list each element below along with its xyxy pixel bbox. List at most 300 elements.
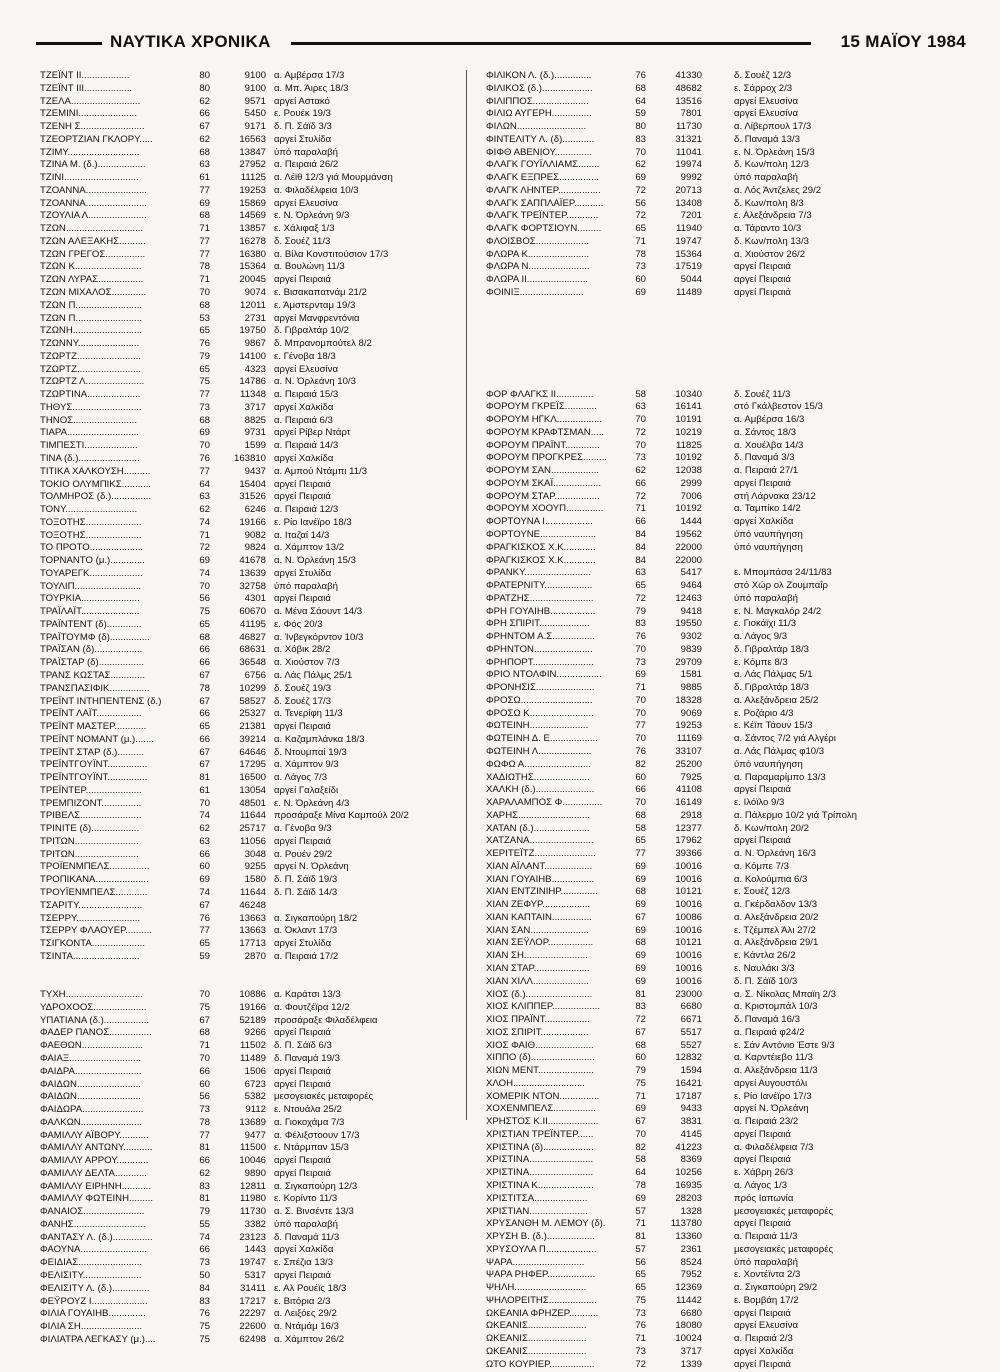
- build-year: 70: [199, 440, 210, 452]
- ship-name: ΦΛΑΓΚ ΓΟΥΪΛΛΙΑΜΣ........: [486, 159, 600, 171]
- build-year: 62: [199, 504, 210, 516]
- ship-name: ΧΙΠΠΟ (δ)........................: [486, 1052, 595, 1064]
- build-year: 56: [635, 197, 646, 209]
- ship-status: α. Σ. Νίκολας Μπαϊη 2/3: [734, 988, 837, 1000]
- ship-name: ΤΖΩΝ ΛΥΡΑΣ.................: [40, 274, 144, 286]
- ship-name: ΧΡΙΣΤΙΑΝ......................: [486, 1205, 588, 1217]
- ship-entry-row: [40, 1334, 440, 1347]
- ship-name: ΦΙΛΙΚΟΝ Λ. (δ.)..............: [486, 70, 592, 81]
- ship-name: ΦΡΙΟ ΝΤΟΛΦΙΝ.................: [486, 669, 602, 681]
- build-year: 62: [635, 465, 646, 477]
- ship-entry-row: [486, 198, 916, 211]
- build-year: 69: [635, 669, 646, 681]
- ship-entry-row: [486, 70, 916, 83]
- tonnage: 20045: [239, 274, 266, 286]
- build-year: 58: [635, 388, 646, 400]
- ship-name: ΤΖΩΡΤΖ........................: [40, 363, 141, 375]
- build-year: 69: [635, 924, 646, 936]
- ship-entry-row: [486, 427, 916, 440]
- ship-name: ΦΡΟΣΩ...........................: [486, 694, 593, 706]
- ship-status: α. Λίβερπουλ 17/3: [734, 121, 812, 133]
- build-year: 77: [199, 389, 210, 401]
- ship-name: ΤΙΜΠΕΣΤΙ....................: [40, 440, 138, 452]
- tonnage: 46827: [239, 631, 266, 643]
- build-year: 78: [635, 1180, 646, 1192]
- ship-entry-row: [40, 198, 440, 211]
- tonnage: 13663: [239, 925, 266, 937]
- ship-status: α. Κόμπε 7/3: [734, 860, 789, 872]
- build-year: 65: [635, 835, 646, 847]
- ship-entry-row: [486, 542, 916, 555]
- ship-entry-row: [40, 1181, 440, 1194]
- tonnage: 13516: [675, 95, 702, 107]
- ship-status: α. Πειραιά 11/3: [734, 1231, 798, 1243]
- ship-entry-row: [40, 657, 440, 670]
- ship-name: ΦΑΙΔΩΝ........................: [40, 1091, 141, 1103]
- build-year: 72: [635, 184, 646, 196]
- ship-entry-row: [40, 951, 440, 964]
- tonnage: 13639: [239, 567, 266, 579]
- tonnage: 5417: [680, 567, 702, 579]
- ship-status: ε. Κέϊπ Τάουν 15/3: [734, 720, 813, 732]
- build-year: 66: [199, 1155, 210, 1167]
- ship-entry-row: [40, 683, 440, 696]
- ship-name: ΥΔΡΟΧΟΟΣ....................: [40, 1001, 147, 1013]
- ship-name: ΦΩΦΩ Α.........................: [486, 758, 591, 770]
- ship-name: ΧΙΩΝ ΜΕΝΤ.....................: [486, 1065, 594, 1077]
- ship-entry-row: [486, 287, 916, 300]
- ship-name: ΦΛΑΓΚ ΣΑΠΠΛΑΪΕΡ...........: [486, 197, 604, 209]
- build-year: 74: [199, 1231, 210, 1243]
- ship-status: αργεί Πειραιά: [734, 477, 791, 489]
- build-year: 79: [635, 605, 646, 617]
- build-year: 68: [199, 210, 210, 222]
- tonnage: 16935: [675, 1180, 702, 1192]
- build-year: 66: [199, 108, 210, 120]
- ship-entry-row: [486, 555, 916, 568]
- ship-status: ε. Ρουέκ 19/3: [274, 108, 332, 120]
- ship-entry-row: [40, 261, 440, 274]
- ship-name: ΤΖΩΝ ΓΡΕΓΟΣ...............: [40, 248, 146, 260]
- ship-name: ΤΖΟΑΝΝΑ.......................: [40, 184, 147, 196]
- ship-entry-row: [486, 1129, 916, 1142]
- ship-status: α. Σιγκαπούρη 18/2: [274, 912, 358, 924]
- ship-name: ΧΡΥΣΑΝΘΗ Μ. ΛΕΜΟΥ (δ).: [486, 1218, 606, 1230]
- ship-name: ΧΙΟΣ ΠΡΑΪΝΤ.................: [486, 1014, 590, 1026]
- build-year: 68: [635, 82, 646, 94]
- ship-status: α. Φιλαδέλφεια 7/3: [734, 1141, 814, 1153]
- ship-entry-row: [486, 401, 916, 414]
- ship-status: δ. Παναμά 3/3: [734, 452, 795, 464]
- build-year: 55: [199, 1218, 210, 1230]
- ship-entry-row: [486, 249, 916, 262]
- ship-status: δ. Ντουμπαί 19/3: [274, 746, 347, 758]
- ship-entry-row: [486, 950, 916, 963]
- build-year: 66: [199, 848, 210, 860]
- build-year: 69: [635, 860, 646, 872]
- ship-name: ΧΙΑΝ ΣΕΫΛΟΡ.................: [486, 937, 594, 949]
- tonnage: 16278: [239, 235, 266, 247]
- ship-status: α. Πειραιά 6/3: [274, 414, 333, 426]
- ship-name: ΤΖΟΥΛΙΑ Λ......................: [40, 210, 147, 222]
- build-year: 75: [635, 1077, 646, 1089]
- tonnage: 17217: [239, 1295, 266, 1307]
- ship-name: ΤΥΧΗ.............................: [40, 989, 143, 1001]
- ship-entry-row: [40, 427, 440, 440]
- build-year: 83: [199, 1295, 210, 1307]
- build-year: 78: [199, 1116, 210, 1128]
- ship-status: ύπό παραλαβή: [274, 146, 338, 158]
- ship-entry-row: [486, 746, 916, 759]
- tonnage: 9477: [244, 1129, 266, 1141]
- ship-entry-row: [486, 1308, 916, 1321]
- ship-entry-row: [486, 695, 916, 708]
- build-year: 69: [635, 899, 646, 911]
- ship-entry-row: [486, 682, 916, 695]
- build-year: 70: [635, 414, 646, 426]
- ship-name: ΤΖΩΡΤΙΝΑ....................: [40, 389, 141, 401]
- ship-name: ΤΡΕΪΝΤ ΜΑΣΤΕΡ............: [40, 721, 147, 733]
- ship-status: α. Φουτζέϊρα 12/2: [274, 1001, 350, 1013]
- tonnage: 13360: [675, 1231, 702, 1243]
- ship-name: ΤΡΑΝΣΠΑΣΙΦΙΚ...............: [40, 682, 150, 694]
- ship-status: αργεί Ελευσίνα: [734, 95, 798, 107]
- ship-name: ΤΟΥΛΙΠ.........................: [40, 580, 142, 592]
- ship-name: ΤΖΩΝ Κ.........................: [40, 261, 142, 273]
- ship-entry-row: [486, 185, 916, 198]
- ship-name: ΦΡΑΝΚΥ.........................: [486, 567, 591, 579]
- ship-status: δ. Σουέζ 11/3: [734, 388, 791, 400]
- tonnage: 11125: [240, 172, 266, 184]
- tonnage: 3717: [680, 1345, 702, 1357]
- build-year: 69: [635, 963, 646, 974]
- tonnage: 10191: [675, 414, 702, 426]
- ship-name: ΦΙΛΙΑ ΓΟΥΑΙΗΒ..............: [40, 1308, 146, 1320]
- ship-name: ΤΖΙΜΥ...........................: [40, 146, 140, 158]
- ship-entry-row: [486, 1167, 916, 1180]
- build-year: 71: [635, 1218, 646, 1230]
- tonnage: 4145: [680, 1128, 702, 1140]
- build-year: 71: [199, 223, 210, 235]
- ship-status: ε. Βομβάη 17/2: [734, 1294, 799, 1306]
- tonnage: 20713: [675, 184, 702, 196]
- ship-status: α. Αμπού Ντάμπι 11/3: [274, 465, 368, 477]
- ship-name: ΤΡΑΪΣΑΝ (δ)..................: [40, 644, 143, 656]
- ship-status: α. Σάντος 18/3: [734, 426, 797, 438]
- ship-status: α. Ν. Όρλεάνη 15/3: [274, 555, 356, 567]
- build-year: 77: [635, 720, 646, 732]
- ship-status: αργεί Πειραιά: [274, 1078, 331, 1090]
- tonnage: 18080: [675, 1320, 702, 1332]
- ship-entry-row: [486, 1333, 916, 1346]
- ship-status: αργεί Πειραιά: [734, 274, 791, 286]
- ship-name: ΤΡΙΝΙΤΕ (δ)..................: [40, 823, 140, 835]
- tonnage: 13408: [675, 197, 702, 209]
- tonnage: 10086: [675, 911, 702, 923]
- ship-entry-row: [486, 172, 916, 185]
- tonnage: 5382: [244, 1091, 266, 1103]
- ship-entry-row: [486, 491, 916, 504]
- ship-entry-row: [486, 236, 916, 249]
- tonnage: 13663: [239, 912, 266, 924]
- ship-name: ΤΙΤΙΚΑ ΧΑΛΚΟΥΣΗ..........: [40, 465, 151, 477]
- ship-status: αργεί Πειραιά: [274, 1027, 331, 1039]
- build-year: 78: [635, 248, 646, 260]
- ship-name: ΧΡΙΣΤΙΝΑ........................: [486, 1154, 594, 1166]
- ship-status: α. Χουέλβα 14/3: [734, 439, 804, 451]
- tonnage: 6723: [244, 1078, 266, 1090]
- tonnage: 48501: [239, 797, 266, 809]
- ship-entry-row: [486, 1269, 916, 1282]
- build-year: 71: [635, 1090, 646, 1102]
- tonnage: 9867: [244, 338, 266, 350]
- ship-status: αργεί Ελευσίνα: [734, 108, 798, 120]
- build-year: 69: [635, 1192, 646, 1204]
- ship-name: ΤΖΕΟΡΤΖΙΑΝ ΓΚΛΟΡΥ.....: [40, 133, 153, 145]
- tonnage: 15364: [239, 261, 266, 273]
- ship-status: αργεί Αστακό: [274, 95, 330, 107]
- build-year: 58: [635, 822, 646, 834]
- build-year: 63: [199, 159, 210, 171]
- ship-status: δ. Παναμά 11/3: [274, 1231, 340, 1243]
- build-year: 71: [199, 274, 210, 286]
- tonnage: 33107: [675, 745, 702, 757]
- tonnage: 16500: [239, 772, 266, 784]
- page-header: [36, 30, 966, 56]
- ship-status: α. Χιούστον 7/3: [274, 657, 340, 669]
- ship-status: ε. Ν. Όρλεάνη 15/3: [734, 146, 815, 158]
- build-year: 76: [635, 631, 646, 643]
- ship-status: α. Χάμπτον 26/2: [274, 1333, 345, 1345]
- build-year: 77: [199, 235, 210, 247]
- build-year: 67: [635, 1026, 646, 1038]
- build-year: 59: [199, 950, 210, 962]
- ship-entry-row: [40, 376, 440, 389]
- ship-entry-row: [486, 83, 916, 96]
- ship-status: αργεί Στυλίδα: [274, 133, 332, 145]
- ship-entry-row: [486, 606, 916, 619]
- build-year: 65: [199, 938, 210, 950]
- ship-status: α. Λάς Πάλμας 5/1: [734, 669, 813, 681]
- ship-name: ΤΖΩΝΗ..........................: [40, 325, 143, 337]
- ship-status: ύπό παραλαβή: [734, 172, 798, 184]
- tonnage: 48682: [675, 82, 702, 94]
- ship-name: ΦΟΡΟΥΜ ΠΡΟΓΚΡΕΣ.........: [486, 452, 607, 464]
- ship-status: α. Ντάμάμ 16/3: [274, 1321, 339, 1333]
- tonnage: 1599: [244, 440, 266, 452]
- ship-entry-row: [486, 108, 916, 121]
- build-year: 70: [199, 989, 210, 1001]
- tonnage: 10016: [675, 899, 702, 911]
- tonnage: 41330: [675, 70, 702, 81]
- ship-entry-row: [486, 989, 916, 1002]
- tonnage: 60670: [239, 606, 266, 618]
- build-year: 75: [199, 1001, 210, 1013]
- ship-name: ΤΡΟΠΙΚΑΝΑ....................: [40, 874, 149, 886]
- build-year: 68: [635, 809, 646, 821]
- build-year: 64: [635, 1167, 646, 1179]
- tonnage: 7925: [680, 771, 702, 783]
- ship-entry-row: [40, 772, 440, 785]
- ship-entry-row: [486, 478, 916, 491]
- tonnage: 7801: [680, 108, 702, 120]
- build-year: 70: [635, 707, 646, 719]
- tonnage: 10192: [675, 452, 702, 464]
- ship-name: ΤΖΙΝΙ............................: [40, 172, 139, 184]
- ship-entry-row: [486, 759, 916, 772]
- ship-name: ΦΟΡΟΥΜ ΣΤΑΡ.................: [486, 490, 600, 502]
- build-year: 66: [199, 1065, 210, 1077]
- build-year: 73: [199, 1104, 210, 1116]
- build-year: 73: [635, 656, 646, 668]
- build-year: 72: [635, 1358, 646, 1370]
- ship-status: αργεί Χαλκίδα: [274, 401, 334, 413]
- ship-name: ΤΡΑΪΛΑΪΤ......................: [40, 606, 140, 618]
- tonnage: 12369: [675, 1282, 702, 1294]
- ship-entry-row: [486, 669, 916, 682]
- build-year: 76: [635, 70, 646, 81]
- ship-name: ΤΟΝΥ...........................: [40, 504, 138, 516]
- build-year: 79: [199, 350, 210, 362]
- tonnage: 9112: [245, 1104, 266, 1116]
- ship-entry-row: [40, 568, 440, 581]
- ship-name: ΤΗΝΟΣ........................: [40, 414, 138, 426]
- ship-name: ΦΩΤΕΙΝΗ Δ. Ε..................: [486, 733, 598, 745]
- ship-entry-row: [486, 465, 916, 478]
- ship-entry-row: [40, 1257, 440, 1270]
- tonnage: 13054: [239, 784, 266, 796]
- ship-entry-row: [40, 491, 440, 504]
- ship-status: α. Χόβικ 28/2: [274, 644, 331, 656]
- tonnage: 19974: [675, 159, 702, 171]
- ship-entry-row: [486, 503, 916, 516]
- tonnage: 11056: [240, 835, 266, 847]
- build-year: 71: [635, 1333, 646, 1345]
- ship-name: ΦΡΑΓΚΙΣΚΟΣ Χ.Κ............: [486, 541, 596, 553]
- tonnage: 3717: [244, 401, 266, 413]
- ship-entry-row: [40, 274, 440, 287]
- ship-name: ΦΟΙΝΙΞ........................: [486, 287, 584, 299]
- ship-status: αργεί Χαλκίδα: [274, 452, 334, 464]
- ship-name: ΦΡΗΝΤΟΜ Α.Σ................: [486, 631, 595, 643]
- ship-list-group: [40, 70, 440, 964]
- ship-entry-row: [40, 1040, 440, 1053]
- build-year: 65: [199, 618, 210, 630]
- tonnage: 62498: [239, 1333, 266, 1345]
- tonnage: 9731: [244, 427, 266, 439]
- ship-status: α. Μένα Σάουντ 14/3: [274, 606, 363, 618]
- ship-status: αργεί Πειραιά: [734, 1358, 791, 1370]
- ship-entry-row: [40, 913, 440, 926]
- ship-status: α. Λός Άντζελες 29/2: [734, 184, 822, 196]
- ship-name: ΥΠΑΤΙΑΝΑ (δ.).................: [40, 1014, 150, 1026]
- ship-name: ΦΛΩΡΑ Ν.......................: [486, 261, 590, 273]
- build-year: 60: [635, 771, 646, 783]
- build-year: 70: [635, 643, 646, 655]
- build-year: 63: [635, 567, 646, 579]
- ship-entry-row: [40, 900, 440, 913]
- ship-status: αργεί Πειραιά: [734, 1218, 791, 1230]
- build-year: 70: [199, 797, 210, 809]
- ship-name: ΦΛΩΡΑ ΙΙ.......................: [486, 274, 589, 286]
- build-year: 80: [199, 70, 210, 81]
- tonnage: 7952: [680, 1269, 702, 1281]
- build-year: 72: [199, 542, 210, 554]
- ship-entry-row: [40, 823, 440, 836]
- ship-entry-row: [40, 1104, 440, 1117]
- tonnage: 10299: [239, 682, 266, 694]
- build-year: 71: [635, 235, 646, 247]
- build-year: 75: [199, 1333, 210, 1345]
- tonnage: 9571: [244, 95, 266, 107]
- build-year: 76: [199, 912, 210, 924]
- ship-entry-row: [40, 1219, 440, 1232]
- ship-name: ΧΙΑΝ ΚΑΠΤΑΙΝ...............: [486, 911, 592, 923]
- build-year: 65: [635, 1269, 646, 1281]
- ship-entry-row: [40, 210, 440, 223]
- ship-name: ΦΛΩΡΑ Κ.......................: [486, 248, 590, 260]
- ship-name: ΤΖΕΜΙΝΙ......................: [40, 108, 138, 120]
- ship-entry-row: [40, 619, 440, 632]
- build-year: 62: [199, 1167, 210, 1179]
- ship-name: ΧΙΑΝ ΣΗ........................: [486, 950, 588, 962]
- ship-name: ΤΟΞΟΤΗΣ.....................: [40, 516, 142, 528]
- ship-entry-row: [40, 96, 440, 109]
- tonnage: 18328: [675, 694, 702, 706]
- ship-entry-row: [40, 517, 440, 530]
- ship-status: α. Βουλώνη 11/3: [274, 261, 345, 273]
- build-year: 66: [199, 657, 210, 669]
- ship-status: αργεί Πειραιά: [734, 261, 791, 273]
- build-year: 67: [199, 1014, 210, 1026]
- build-year: 75: [635, 1294, 646, 1306]
- build-year: 66: [199, 644, 210, 656]
- build-year: 68: [199, 146, 210, 158]
- ship-name: ΤΖΟΑΝΝΑ.......................: [40, 197, 147, 209]
- ship-status: α. Λάγος 7/3: [274, 772, 328, 784]
- build-year: 65: [199, 325, 210, 337]
- ship-entry-row: [40, 172, 440, 185]
- tonnage: 9302: [680, 631, 702, 643]
- ship-entry-row: [40, 581, 440, 594]
- tonnage: 10016: [675, 963, 702, 974]
- ship-entry-row: [486, 657, 916, 670]
- ship-name: ΤΡΟΪΕΝΜΠΕΛΣ...............: [40, 861, 150, 873]
- tonnage: 14100: [239, 350, 266, 362]
- ship-entry-row: [40, 1091, 440, 1104]
- ship-entry-row: [40, 1206, 440, 1219]
- ship-name: ΦΡΗΝΤΟΝ......................: [486, 643, 593, 655]
- ship-name: ΤΡΑΪΣΤΑΡ (δ).................: [40, 657, 145, 669]
- ship-status: αργεί Πειραιά: [274, 274, 331, 286]
- build-year: 76: [199, 1308, 210, 1320]
- ship-name: ΤΙΑΡΑ...........................: [40, 427, 139, 439]
- build-year: 69: [635, 873, 646, 885]
- ship-status: α. Τάραντο 10/3: [734, 223, 802, 235]
- ship-name: ΦΡΑΤΕΡΝΙΤΥ..................: [486, 580, 593, 592]
- ship-status: δ. Σουέζ 12/3: [734, 70, 792, 81]
- ship-name: ΧΙΑΝ ΓΟΥΑΙΗΒ................: [486, 873, 595, 885]
- build-year: 73: [635, 1345, 646, 1357]
- tonnage: 6246: [244, 504, 266, 516]
- ship-status: ύπό ναυπήγηση: [734, 758, 803, 770]
- ship-status: α. Αλεξάνδρεια 11/3: [734, 1065, 818, 1077]
- build-year: 68: [635, 886, 646, 898]
- ship-name: ΤΣΕΡΡΥ ΦΛΑΟΥΕΡ..........: [40, 925, 152, 937]
- ship-entry-row: [40, 185, 440, 198]
- ship-status: α. Καρντέιεβο 11/3: [734, 1052, 813, 1064]
- ship-name: ΦΑΝΑΙΟΣ.......................: [40, 1206, 145, 1218]
